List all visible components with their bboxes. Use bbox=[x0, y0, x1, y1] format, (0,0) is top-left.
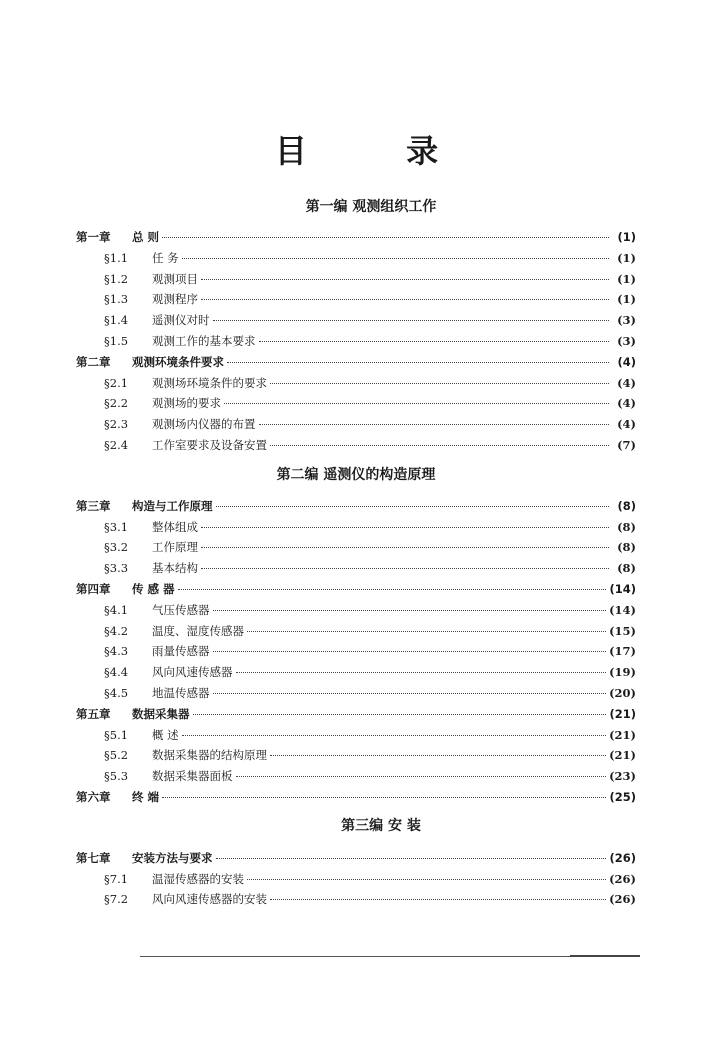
entry-title: 数据采集器的结构原理 bbox=[152, 748, 267, 763]
page-number: (26) bbox=[609, 850, 636, 865]
toc-section-entry bbox=[76, 683, 636, 704]
dot-leader bbox=[224, 403, 609, 404]
section-number: §1.3 bbox=[104, 292, 129, 307]
section-number: §1.2 bbox=[104, 271, 129, 286]
toc-chapter-entry bbox=[76, 496, 636, 517]
entry-title: 终 端 bbox=[132, 789, 160, 804]
section-number: §3.1 bbox=[104, 519, 129, 534]
section-number: §1.5 bbox=[104, 333, 129, 348]
page-number: (4) bbox=[617, 417, 636, 432]
toc-chapter-entry bbox=[76, 227, 636, 248]
page-number: (4) bbox=[617, 375, 636, 390]
dot-leader bbox=[270, 445, 609, 446]
dot-leader bbox=[270, 383, 609, 384]
entry-title: 遥测仪对时 bbox=[152, 313, 210, 328]
toc-section-entry bbox=[76, 621, 636, 642]
part-title: 第二编 遥测仪的构造原理 bbox=[276, 466, 436, 483]
section-number: §1.1 bbox=[104, 250, 129, 265]
section-number: §5.1 bbox=[104, 727, 129, 742]
entry-title: 观测环境条件要求 bbox=[132, 354, 224, 369]
page-number: (1) bbox=[617, 292, 636, 307]
page-number: (21) bbox=[609, 727, 636, 742]
page-number: (8) bbox=[617, 540, 636, 555]
toc-section-entry bbox=[76, 869, 636, 890]
toc-chapter-entry bbox=[76, 787, 636, 808]
toc-section-entry bbox=[76, 537, 636, 558]
page-number: (7) bbox=[617, 437, 636, 452]
dot-leader bbox=[270, 755, 606, 756]
dot-leader bbox=[201, 547, 609, 548]
entry-title: 温度、湿度传感器 bbox=[152, 623, 244, 638]
page-number: (21) bbox=[609, 748, 636, 763]
toc-section-entry bbox=[76, 373, 636, 394]
dot-leader bbox=[201, 299, 609, 300]
chapter-number: 第四章 bbox=[76, 581, 111, 596]
section-number: §2.3 bbox=[104, 417, 129, 432]
toc-section-entry bbox=[76, 248, 636, 269]
entry-title: 数据采集器 bbox=[132, 706, 190, 721]
page-number: (14) bbox=[609, 602, 636, 617]
page-number: (23) bbox=[609, 769, 636, 784]
toc-section-entry bbox=[76, 517, 636, 538]
dot-leader bbox=[213, 651, 607, 652]
dot-leader bbox=[201, 568, 609, 569]
dot-leader bbox=[216, 506, 610, 507]
dot-leader bbox=[213, 693, 607, 694]
toc-section-entry bbox=[76, 393, 636, 414]
dot-leader bbox=[193, 714, 607, 715]
page-number: (20) bbox=[609, 685, 636, 700]
page-number: (14) bbox=[609, 581, 636, 596]
dot-leader bbox=[227, 362, 609, 363]
chapter-number: 第六章 bbox=[76, 789, 111, 804]
part-title: 第三编 安 装 bbox=[341, 817, 421, 834]
entry-title: 观测程序 bbox=[152, 292, 198, 307]
toc-section-entry bbox=[76, 289, 636, 310]
entry-title: 观测场内仪器的布置 bbox=[152, 417, 256, 432]
section-number: §2.1 bbox=[104, 375, 129, 390]
chapter-number: 第七章 bbox=[76, 850, 111, 865]
page-number: (17) bbox=[609, 644, 636, 659]
dot-leader bbox=[213, 320, 610, 321]
entry-title: 气压传感器 bbox=[152, 602, 210, 617]
section-number: §2.4 bbox=[104, 437, 129, 452]
entry-title: 观测场的要求 bbox=[152, 396, 221, 411]
section-number: §4.5 bbox=[104, 685, 129, 700]
section-number: §7.1 bbox=[104, 871, 129, 886]
toc-section-entry bbox=[76, 414, 636, 435]
part-title: 第一编 观测组织工作 bbox=[305, 199, 437, 215]
section-number: §3.2 bbox=[104, 540, 129, 555]
page-number: (8) bbox=[617, 519, 636, 534]
section-number: §3.3 bbox=[104, 561, 129, 576]
dot-leader bbox=[236, 776, 607, 777]
page-number: (4) bbox=[617, 396, 636, 411]
section-number: §1.4 bbox=[104, 313, 129, 328]
toc-section-entry bbox=[76, 889, 636, 910]
bottom-divider bbox=[140, 956, 620, 957]
page-number: (3) bbox=[617, 333, 636, 348]
entry-title: 构造与工作原理 bbox=[132, 498, 213, 513]
section-number: §2.2 bbox=[104, 396, 129, 411]
toc-section-entry bbox=[76, 269, 636, 290]
dot-leader bbox=[182, 258, 609, 259]
toc-section-entry bbox=[76, 745, 636, 766]
section-number: §4.4 bbox=[104, 665, 129, 680]
entry-title: 传 感 器 bbox=[132, 581, 175, 596]
section-number: §4.1 bbox=[104, 602, 129, 617]
bottom-divider-accent bbox=[570, 955, 640, 957]
toc-chapter-entry bbox=[76, 848, 636, 869]
page-number: (25) bbox=[609, 789, 636, 804]
entry-title: 概 述 bbox=[152, 727, 179, 742]
toc-section-entry bbox=[76, 600, 636, 621]
entry-title: 雨量传感器 bbox=[152, 644, 210, 659]
page-number: (26) bbox=[609, 892, 636, 907]
entry-title: 风向风速传感器的安装 bbox=[152, 892, 267, 907]
toc-section-entry bbox=[76, 331, 636, 352]
section-number: §5.2 bbox=[104, 748, 129, 763]
entry-title: 总 则 bbox=[132, 230, 160, 244]
entry-title: 风向风速传感器 bbox=[152, 665, 233, 680]
section-number: §4.3 bbox=[104, 644, 129, 659]
page-number: (19) bbox=[609, 665, 636, 680]
section-number: §4.2 bbox=[104, 623, 129, 638]
dot-leader bbox=[259, 424, 610, 425]
entry-title: 工作室要求及设备安置 bbox=[152, 437, 267, 452]
dot-leader bbox=[201, 279, 609, 280]
chapter-number: 第五章 bbox=[76, 706, 111, 721]
toc-section-entry bbox=[76, 766, 636, 787]
dot-leader bbox=[162, 797, 606, 798]
entry-title: 任 务 bbox=[152, 250, 179, 265]
toc-chapter-entry bbox=[76, 704, 636, 725]
toc-section-entry bbox=[76, 310, 636, 331]
entry-title: 观测项目 bbox=[152, 271, 198, 286]
entry-title: 安装方法与要求 bbox=[132, 850, 213, 865]
toc-section-entry bbox=[76, 641, 636, 662]
dot-leader bbox=[247, 631, 606, 632]
entry-title: 工作原理 bbox=[152, 540, 198, 555]
page-number: (1) bbox=[617, 230, 636, 244]
page-number: (8) bbox=[617, 561, 636, 576]
dot-leader bbox=[162, 237, 609, 238]
dot-leader bbox=[259, 341, 610, 342]
dot-leader bbox=[270, 899, 606, 900]
toc-section-entry bbox=[76, 725, 636, 746]
chapter-number: 第一章 bbox=[76, 230, 111, 244]
toc-section-entry bbox=[76, 558, 636, 579]
dot-leader bbox=[213, 610, 607, 611]
page-number: (26) bbox=[609, 871, 636, 886]
table-of-contents bbox=[76, 192, 636, 910]
toc-section-entry bbox=[76, 662, 636, 683]
dot-leader bbox=[178, 589, 607, 590]
toc-section-entry bbox=[76, 435, 636, 456]
page-number: (1) bbox=[617, 271, 636, 286]
entry-title: 温湿传感器的安装 bbox=[152, 871, 244, 886]
entry-title: 基本结构 bbox=[152, 561, 198, 576]
page-number: (8) bbox=[617, 498, 636, 513]
page-number: (4) bbox=[617, 354, 636, 369]
entry-title: 数据采集器面板 bbox=[152, 769, 233, 784]
dot-leader bbox=[236, 672, 607, 673]
toc-chapter-entry bbox=[76, 352, 636, 373]
page-number: (3) bbox=[617, 313, 636, 328]
dot-leader bbox=[182, 735, 606, 736]
dot-leader bbox=[201, 527, 609, 528]
entry-title: 地温传感器 bbox=[152, 685, 210, 700]
page-number: (21) bbox=[609, 706, 636, 721]
page-number: (1) bbox=[617, 250, 636, 265]
page-number: (15) bbox=[609, 623, 636, 638]
page-title: 目 录 bbox=[274, 132, 483, 170]
section-number: §7.2 bbox=[104, 892, 129, 907]
dot-leader bbox=[216, 858, 607, 859]
chapter-number: 第二章 bbox=[76, 354, 111, 369]
entry-title: 整体组成 bbox=[152, 519, 198, 534]
toc-chapter-entry bbox=[76, 579, 636, 600]
entry-title: 观测工作的基本要求 bbox=[152, 333, 256, 348]
chapter-number: 第三章 bbox=[76, 498, 111, 513]
dot-leader bbox=[247, 879, 606, 880]
entry-title: 观测场环境条件的要求 bbox=[152, 375, 267, 390]
section-number: §5.3 bbox=[104, 769, 129, 784]
